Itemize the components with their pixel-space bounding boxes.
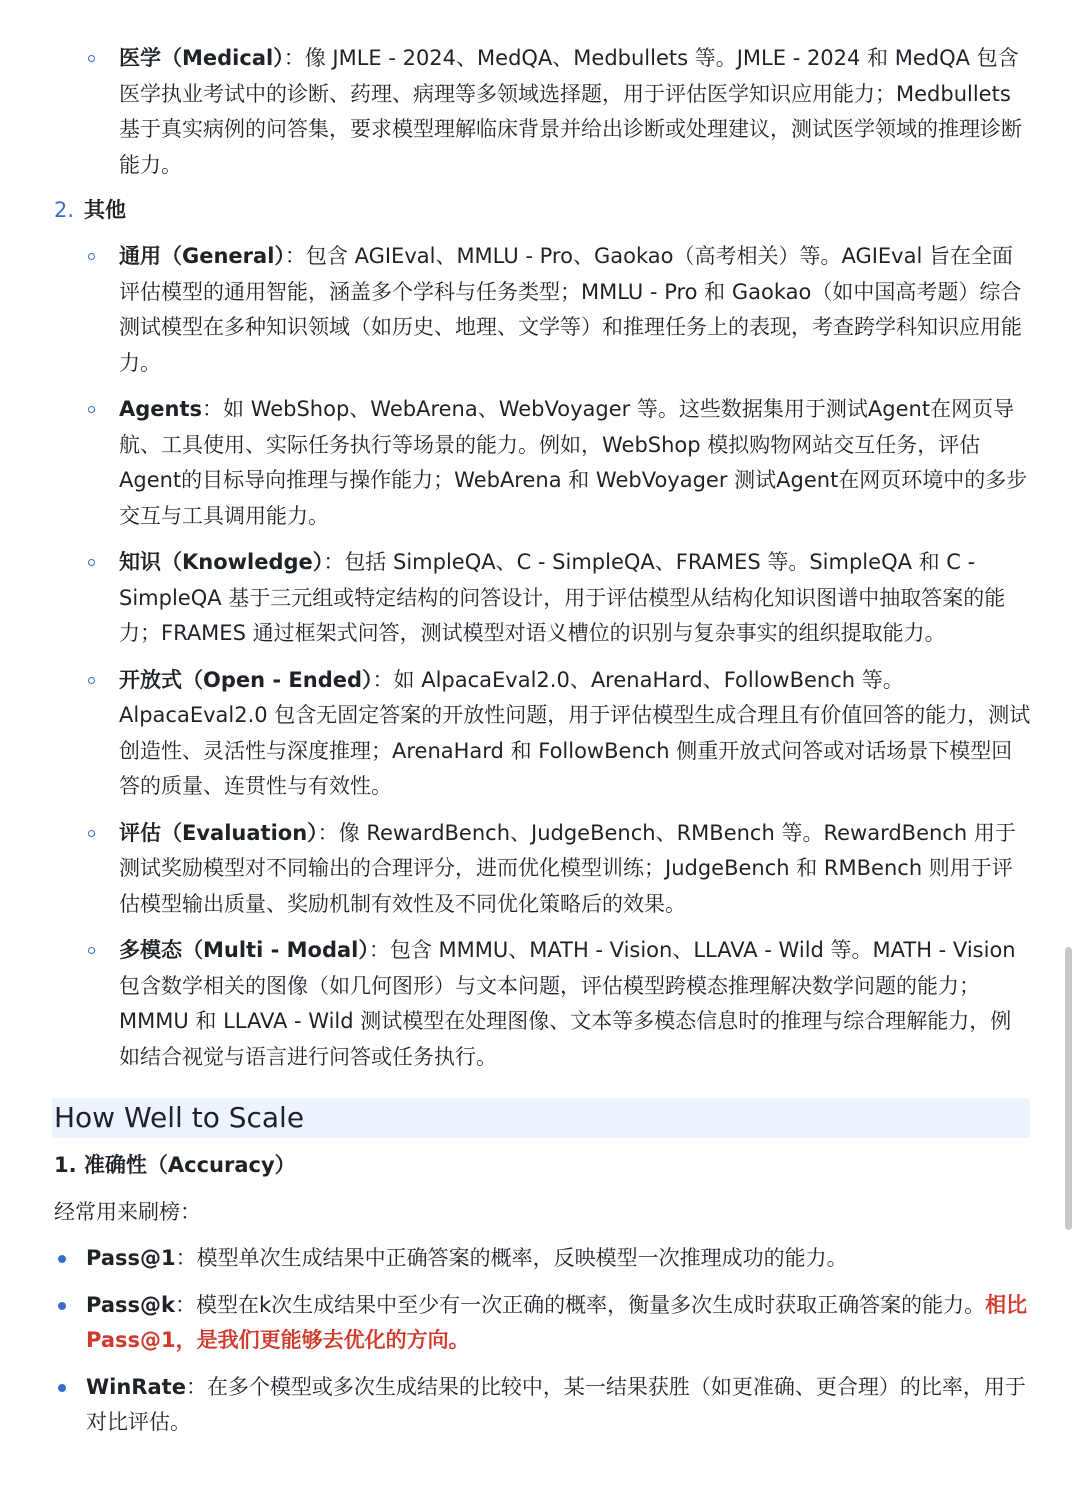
hollow-bullet-icon (88, 406, 95, 413)
metric-label: WinRate (86, 1374, 186, 1399)
ordered-item-other (54, 193, 126, 228)
item-text: 包含 AGIEval、MMLU - Pro、Gaokao（高考相关）等。AGIEval 旨在全面评估模型的通用智能，涵盖多个学科与任务类型；MMLU - Pro 和 Gaokao（如中国高考题）综合测试模型在多种知识领域（如历史、地理、文学等）和推理任务上的表现，考查跨学科知识应用能力。 (119, 244, 1022, 375)
ordered-number: 2. (54, 198, 75, 222)
metric-label: Pass@k (86, 1292, 175, 1317)
hollow-bullet-icon (88, 830, 95, 837)
item-label: 开放式（Open - Ended） (119, 667, 373, 692)
item-label: 知识（Knowledge） (119, 550, 324, 574)
item-colon: ： (283, 46, 305, 70)
benchmark-list-domain (0, 41, 1080, 194)
benchmark-list-other (0, 239, 1080, 1086)
metric-highlight: 相比Pass@1，是我们更能够去优化的方向。 (86, 1292, 1028, 1352)
metric-colon: ： (175, 1246, 197, 1270)
ordered-label: 其他 (84, 198, 127, 222)
item-colon: ： (368, 938, 390, 962)
hollow-bullet-icon (88, 253, 95, 260)
item-colon: ： (284, 244, 306, 268)
item-label: 医学（Medical） (119, 46, 284, 70)
intro-text: 经常用来刷榜： (54, 1200, 201, 1224)
scrollbar-thumb[interactable] (1065, 947, 1072, 1230)
metric-text: 模型在k次生成结果中至少有一次正确的概率，衡量多次生成时获取正确答案的能力。 (195, 1292, 986, 1317)
hollow-bullet-icon (88, 559, 95, 566)
metric-label: Pass@1 (86, 1246, 176, 1270)
item-text: 包括 SimpleQA、C - SimpleQA、FRAMES 等。SimpleQA 和 C - SimpleQA 基于三元组或特定结构的问答设计，用于评估模型从结构化知识图谱中抽取答案的能力；FRAMES 通过框架式问答，测试模型对语义槽位的识别与复杂事实的组织提取能力。 (119, 550, 1006, 645)
metric-text: 在多个模型或多次生成结果的比较中，某一结果获胜（如更准确、更合理）的比率，用于对比评估。 (86, 1374, 1026, 1434)
list-item-knowledge (0, 545, 1080, 652)
metric-text: 模型单次生成结果中正确答案的概率，反映模型一次推理成功的能力。 (196, 1246, 848, 1270)
list-item-pass-at-1 (0, 1241, 1080, 1277)
list-item-winrate (0, 1370, 1080, 1441)
item-label: 通用（General） (119, 244, 285, 268)
list-item-medical (0, 41, 1080, 183)
item-text: 像 RewardBench、JudgeBench、RMBench 等。RewardBench 用于测试奖励模型对不同输出的合理评分，进而优化模型训练；JudgeBench 和 RMBench 则用于评估模型输出质量、奖励机制有效性及不同优化策略后的效果。 (119, 820, 1016, 916)
item-text: 如 AlpacaEval2.0、ArenaHard、FollowBench 等。AlpacaEval2.0 包含无固定答案的开放性问题，用于评估模型生成合理且有价值回答的能力，测试创造性、灵活性与深度推理；ArenaHard 和 FollowBench 侧重开放式问答或对话场景下模型回答的质量、连贯性与有效性。 (119, 667, 1031, 798)
hollow-bullet-icon (88, 677, 95, 684)
metric-colon: ： (174, 1292, 196, 1317)
sub-heading-accuracy: 1. 准确性（Accuracy） (54, 1153, 296, 1177)
item-label: Agents (119, 397, 203, 421)
hollow-bullet-icon (88, 947, 95, 954)
item-label: 多模态（Multi - Modal） (119, 938, 369, 962)
list-item-open-ended (0, 663, 1080, 805)
list-item-agents (0, 392, 1080, 534)
item-text: 如 WebShop、WebArena、WebVoyager 等。这些数据集用于测试Agent在网页导航、工具使用、实际任务执行等场景的能力。例如，WebShop 模拟购物网站交互任务，评估Agent的目标导向推理与操作能力；WebArena 和 WebVoyager 测试Agent在网页环境中的多步交互与工具调用能力。 (119, 397, 1028, 528)
item-label: 评估（Evaluation） (119, 820, 318, 845)
list-item-evaluation (0, 816, 1080, 923)
section-heading: How Well to Scale (52, 1098, 1030, 1138)
list-item-pass-at-k (0, 1288, 1080, 1359)
bullet-dot-icon (58, 1302, 66, 1310)
item-colon: ： (323, 550, 345, 574)
metric-colon: ： (185, 1374, 207, 1399)
list-item-general (0, 239, 1080, 381)
item-text: 像 JMLE - 2024、MedQA、Medbullets 等。JMLE - 2024 和 MedQA 包含医学执业考试中的诊断、药理、病理等多领域选择题，用于评估医学知识应用能力；Medbullets 基于真实病例的问答集，要求模型理解临床背景并给出诊断或处理建议，测试医学领域的推理诊断能力。 (119, 46, 1022, 177)
hollow-bullet-icon (88, 55, 95, 62)
bullet-dot-icon (58, 1384, 66, 1392)
bullet-dot-icon (58, 1255, 66, 1263)
item-text: 包含 MMMU、MATH - Vision、LLAVA - Wild 等。MATH - Vision 包含数学相关的图像（如几何图形）与文本问题，评估模型跨模态推理解决数学问题的能力；MMMU 和 LLAVA - Wild 测试模型在处理图像、文本等多模态信息时的推理与综合理解能力，例如结合视觉与语言进行问答或任务执行。 (119, 938, 1016, 1069)
item-colon: ： (317, 820, 339, 845)
metrics-list (0, 1241, 1080, 1452)
item-colon: ： (202, 397, 224, 421)
list-item-multi-modal (0, 933, 1080, 1075)
item-colon: ： (372, 667, 394, 692)
